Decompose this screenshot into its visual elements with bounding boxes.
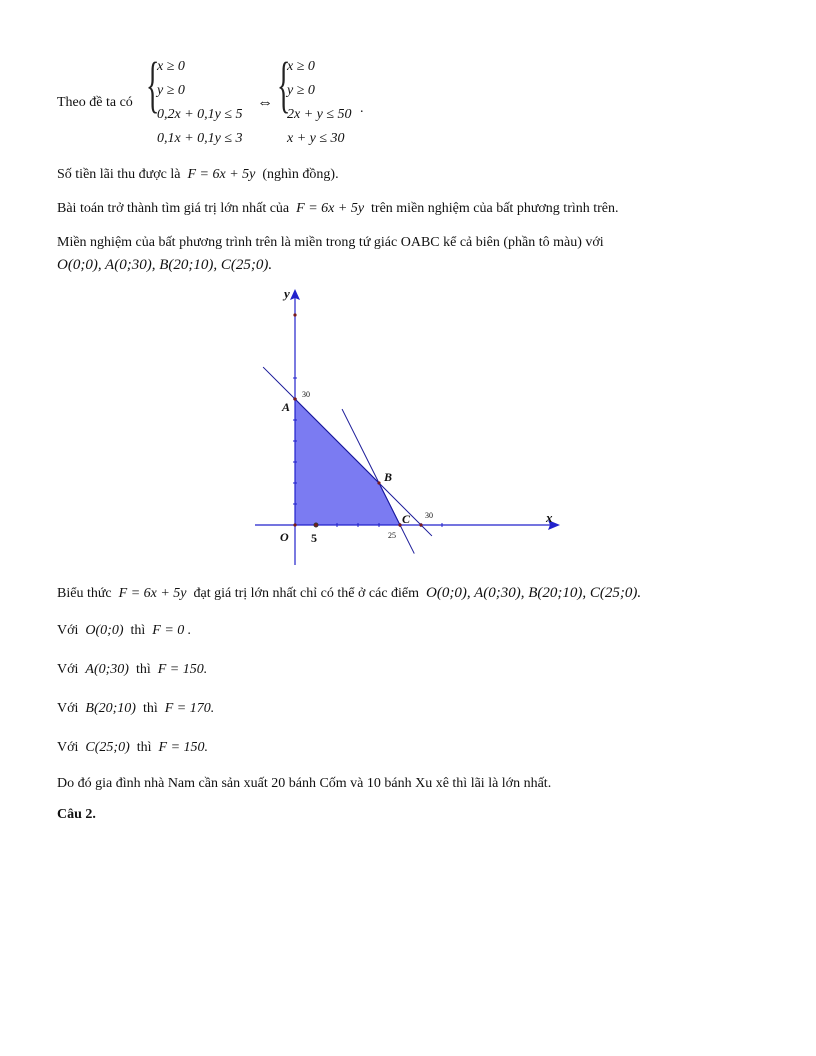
case-thi: thì: [136, 740, 152, 755]
system-lead: Theo đề ta có: [57, 95, 133, 110]
x-tick-label: 5: [311, 531, 317, 545]
point-label-A: A: [282, 400, 291, 414]
profit-formula: F = 6x + 5y: [187, 167, 256, 182]
point-label-C: C: [402, 512, 411, 526]
x-tick-label: 25: [388, 531, 396, 540]
point-marker: [293, 313, 296, 316]
left-brace: {: [146, 51, 160, 119]
x-axis-label: x: [546, 510, 553, 525]
point-marker: [377, 481, 380, 484]
case-value: F = 150.: [158, 740, 209, 755]
case-with: Với: [57, 701, 79, 716]
system-tail: .: [360, 101, 364, 116]
y-tick-label: 30: [302, 390, 310, 399]
case-point: B(20;10): [85, 701, 136, 716]
case-thi: thì: [135, 662, 151, 677]
case-point: A(0;30): [85, 662, 129, 677]
left-ineq-4: 0,1x + 0,1y ≤ 3: [157, 131, 243, 146]
conclusion: Do đó gia đình nhà Nam cần sản xuất 20 bánh Cốm và 10 bánh Xu xê thì lãi là lớn nhất.: [57, 776, 552, 791]
problem-suffix: trên miền nghiệm của bất phương trình trên.: [371, 201, 619, 216]
profit-suffix: (nghìn đồng).: [262, 167, 339, 182]
equivalence-symbol: ⇔: [257, 94, 273, 111]
case-value: F = 0 .: [152, 623, 192, 638]
right-brace: {: [277, 51, 291, 119]
right-ineq-3: 2x + y ≤ 50: [287, 107, 352, 122]
eval-middle: đạt giá trị lớn nhất chỉ có thể ở các điểm: [193, 586, 420, 601]
y-axis-label: y: [284, 286, 290, 301]
eval-points: O(0;0), A(0;30), B(20;10), C(25;0).: [426, 585, 642, 601]
problem-prefix: Bài toán trở thành tìm giá trị lớn nhất của: [57, 201, 290, 216]
point-marker: [293, 397, 296, 400]
right-ineq-1: x ≥ 0: [287, 59, 315, 74]
left-ineq-2: y ≥ 0: [157, 83, 185, 98]
case-value: F = 150.: [157, 662, 208, 677]
case-point: O(0;0): [85, 623, 124, 638]
case-with: Với: [57, 623, 79, 638]
case-row: [57, 623, 191, 639]
case-value: F = 170.: [164, 701, 215, 716]
case-row: [57, 662, 207, 678]
point-marker: [293, 523, 296, 526]
region-text: Miền nghiệm của bất phương trình trên là miền trong tứ giác OABC kể cả biên (phần tô màu) với: [57, 235, 604, 250]
case-row: [57, 740, 208, 756]
case-with: Với: [57, 662, 79, 677]
profit-prefix: Số tiền lãi thu được là: [57, 167, 181, 182]
case-row: [57, 701, 214, 717]
problem-formula: F = 6x + 5y: [296, 201, 365, 216]
case-thi: thì: [130, 623, 146, 638]
right-ineq-4: x + y ≤ 30: [287, 131, 345, 146]
region-points: O(0;0), A(0;30), B(20;10), C(25;0).: [57, 257, 273, 273]
point-label-O: O: [280, 530, 289, 544]
eval-prefix: Biểu thức: [57, 586, 112, 601]
case-thi: thì: [142, 701, 158, 716]
eval-line: [57, 585, 641, 602]
case-with: Với: [57, 740, 79, 755]
left-ineq-3: 0,2x + 0,1y ≤ 5: [157, 107, 243, 122]
shaded-region: [295, 399, 400, 525]
point-marker: [419, 523, 422, 526]
eval-formula: F = 6x + 5y: [118, 586, 187, 601]
next-question-heading: Câu 2.: [57, 807, 96, 822]
left-ineq-1: x ≥ 0: [157, 59, 185, 74]
point-label-B: B: [384, 470, 393, 484]
x-tick-label: 30: [425, 511, 433, 520]
right-ineq-2: y ≥ 0: [287, 83, 315, 98]
case-point: C(25;0): [85, 740, 130, 755]
